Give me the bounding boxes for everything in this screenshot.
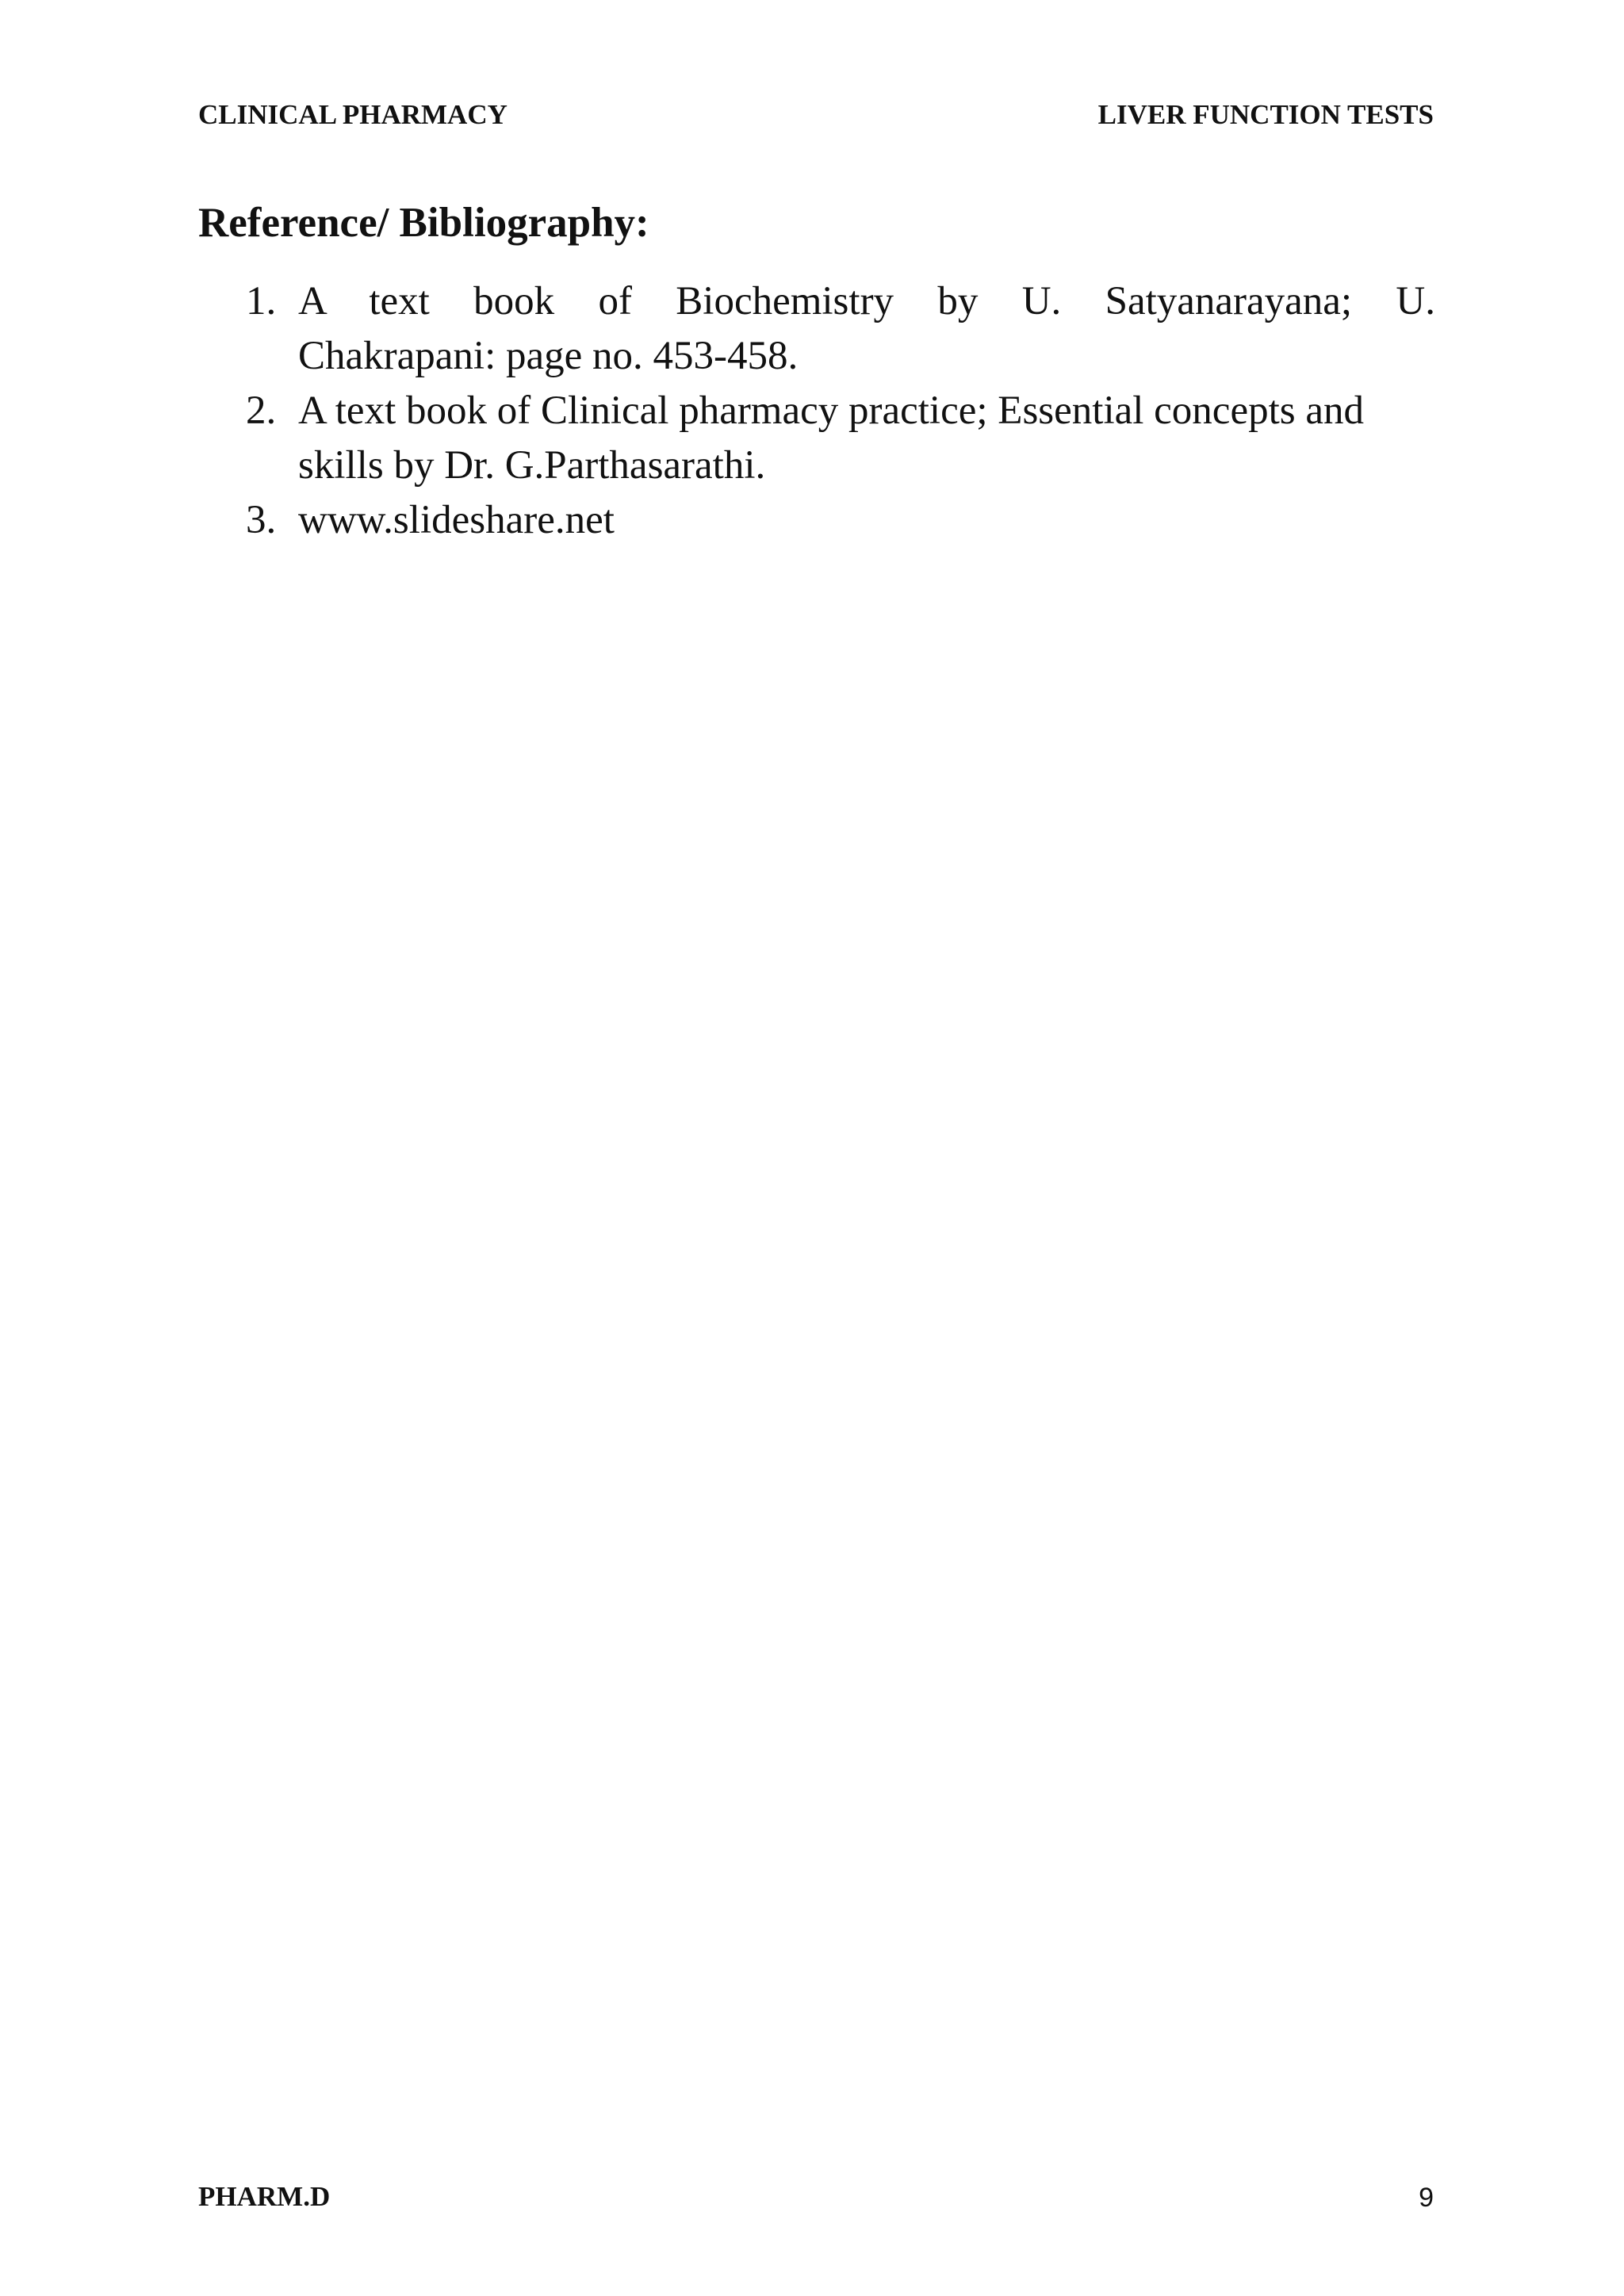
reference-text [298, 384, 1435, 493]
page-number: 9 [1419, 2183, 1434, 2213]
reference-number: 1. [246, 279, 277, 323]
reference-line: skills by Dr. G.Parthasarathi. [298, 443, 766, 488]
reference-number: 2. [246, 388, 277, 433]
reference-item [198, 493, 1435, 548]
reference-line: www.slideshare.net [298, 498, 615, 542]
reference-number: 3. [246, 498, 277, 542]
section-heading: Reference/ Bibliography: [198, 200, 649, 246]
reference-line: A text book of Biochemistry by U. Satyanarayana; U. [298, 279, 1435, 323]
reference-list [198, 274, 1435, 548]
reference-item [198, 384, 1435, 493]
reference-item [198, 274, 1435, 384]
running-header-left: CLINICAL PHARMACY [198, 99, 508, 130]
running-header-right: LIVER FUNCTION TESTS [1097, 99, 1434, 130]
running-footer-left: PHARM.D [198, 2181, 331, 2212]
reference-line: A text book of Clinical pharmacy practice; Essential concepts and [298, 388, 1364, 433]
reference-text [298, 274, 1435, 384]
reference-line: Chakrapani: page no. 453-458. [298, 334, 799, 378]
reference-text [298, 493, 1435, 548]
